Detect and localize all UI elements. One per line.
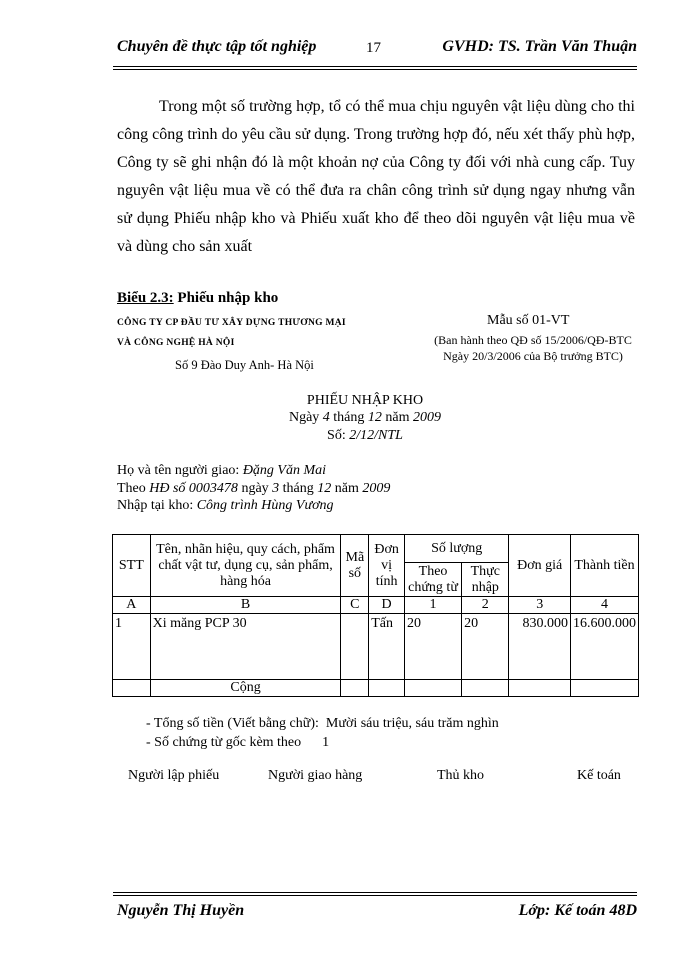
attached-documents: - Số chứng từ gốc kèm theo 1 [146, 735, 330, 750]
form-code-date: Ngày 20/3/2006 của Bộ trưởng BTC) [443, 349, 623, 363]
total-in-words: - Tổng số tiền (Viết bằng chữ): Mười sáu triệu, sáu trăm nghìn [146, 716, 499, 731]
index-cell: A [113, 597, 151, 614]
header-unit-price: Đơn giá [509, 535, 570, 597]
deliverer-line: Họ và tên người giao: Đặng Văn Mai [117, 463, 327, 478]
page-number: 17 [366, 40, 381, 56]
receipt-number: Số: 2/12/NTL [327, 428, 403, 443]
receipt-date: Ngày 4 tháng 12 năm 2009 [288, 410, 442, 425]
warehouse-line: Nhập tại kho: Công trình Hùng Vương [117, 498, 334, 513]
index-cell: 3 [509, 597, 570, 614]
total-cell [404, 680, 461, 697]
header-rule [113, 66, 637, 70]
body-paragraph: Trong một số trường hợp, tổ có thể mua chịu nguyên vật liệu dùng cho thi công công trình do yêu cầu sử dụng. Trong trường hợp đó, nếu xét thấy phù hợp, Công ty sẽ ghi nhận đó là một khoản nợ của Công ty đối với nhà cung cấp. Tuy nguyên vật liệu mua về có thể đưa ra chân công trình sử dụng ngay nhưng vẫn sử dụng Phiếu nhập kho và Phiếu xuất kho để theo dõi nguyên vật liệu mua về và dùng cho sản xuất [117, 98, 635, 255]
cell-item-name: Xi măng PCP 30 [150, 614, 341, 680]
header-title: Chuyên đề thực tập tốt nghiệp [117, 38, 317, 55]
header-amount: Thành tiền [570, 535, 638, 597]
total-cell [462, 680, 509, 697]
total-cell [369, 680, 405, 697]
cell-unit: Tấn [369, 614, 405, 680]
form-code-title: Mẫu số 01-VT [487, 313, 570, 328]
total-cell [341, 680, 369, 697]
footer-class: Lớp: Kế toán 48D [518, 902, 637, 919]
header-unit: Đơn vị tính [369, 535, 405, 597]
index-cell: 1 [404, 597, 461, 614]
index-cell: D [369, 597, 405, 614]
header-quantity: Số lượng [404, 535, 509, 563]
index-cell: C [341, 597, 369, 614]
footer-rule [113, 892, 637, 896]
signature-preparer: Người lập phiếu [128, 768, 220, 783]
total-cell [570, 680, 638, 697]
header-stt: STT [113, 535, 151, 597]
cell-stt: 1 [113, 614, 151, 680]
cell-qty-actual: 20 [462, 614, 509, 680]
total-cell [113, 680, 151, 697]
header-qty-document: Theo chứng từ [404, 563, 461, 597]
footer-author: Nguyễn Thị Huyền [117, 902, 245, 919]
header-advisor: GVHD: TS. Trần Văn Thuận [442, 38, 637, 55]
cell-qty-document: 20 [404, 614, 461, 680]
table-row [113, 614, 639, 680]
total-label: Cộng [150, 680, 341, 697]
index-cell: 4 [570, 597, 638, 614]
signature-storekeeper: Thủ kho [437, 768, 485, 783]
index-cell: B [150, 597, 341, 614]
receipt-title: PHIẾU NHẬP KHO [306, 393, 424, 408]
signature-deliverer: Người giao hàng [268, 768, 363, 783]
header-qty-actual: Thực nhập [462, 563, 509, 597]
index-cell: 2 [462, 597, 509, 614]
company-name-line1: CÔNG TY CP ĐẦU TƯ XÂY DỰNG THƯƠNG MẠI [117, 318, 346, 328]
header-item-name: Tên, nhãn hiệu, quy cách, phẩm chất vật tư, dụng cụ, sản phẩm, hàng hóa [150, 535, 341, 597]
company-address: Số 9 Đào Duy Anh- Hà Nội [175, 358, 314, 372]
reference-line: Theo HĐ số 0003478 ngày 3 tháng 12 năm 2009 [117, 481, 391, 496]
cell-amount: 16.600.000 [570, 614, 638, 680]
signature-accountant: Kế toán [577, 768, 621, 783]
form-code-decree: (Ban hành theo QĐ số 15/2006/QĐ-BTC [434, 333, 632, 347]
form-caption: Biểu 2.3: Phiếu nhập kho [117, 290, 279, 306]
cell-code [341, 614, 369, 680]
receipt-table [112, 534, 639, 697]
header-code: Mã số [341, 535, 369, 597]
company-name-line2: VÀ CÔNG NGHỆ HÀ NỘI [117, 338, 235, 348]
total-cell [509, 680, 570, 697]
total-row [113, 680, 639, 697]
cell-unit-price: 830.000 [509, 614, 570, 680]
